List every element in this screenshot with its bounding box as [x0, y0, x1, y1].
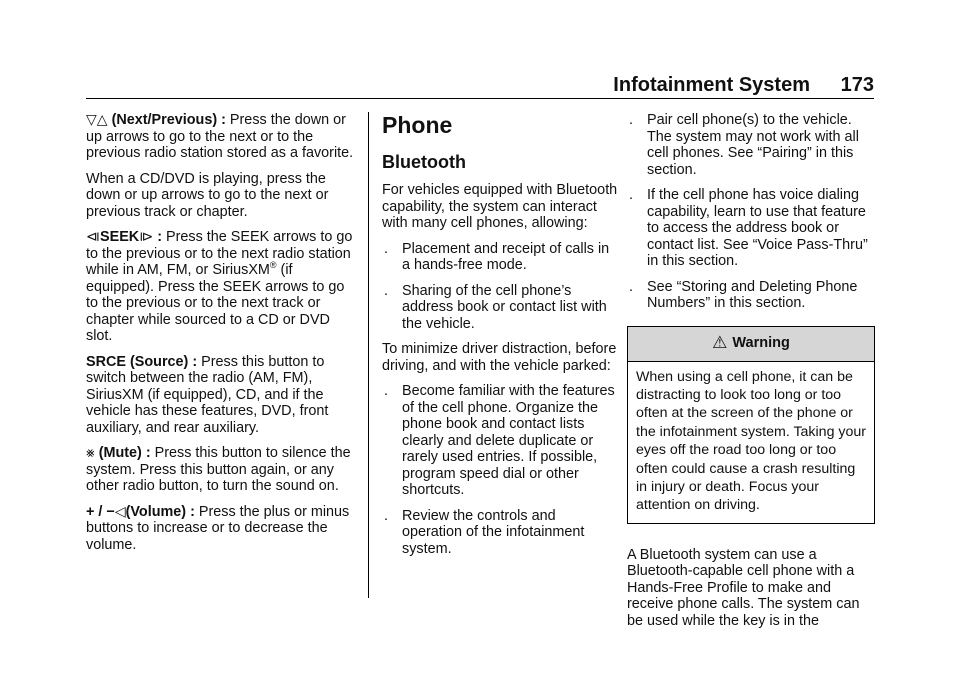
- column-middle: [382, 112, 618, 566]
- list-item: [382, 508, 618, 558]
- seek-back-icon: ⧏: [86, 229, 100, 245]
- list-item-text: Sharing of the cell phone’s address book or contact list with the vehicle.: [402, 282, 607, 332]
- seek-text-a: Press the SEEK arrows to go to the previous or to the next radio station while in AM, FM, or SiriusXM: [86, 229, 353, 278]
- seek-text-b: (if equipped). Press the SEEK arrows to go to the previous or to the next track or chapter while sourced to a CD or DVD slot.: [86, 262, 345, 344]
- bluetooth-intro: For vehicles equipped with Bluetooth capability, the system can interact with many cell phones, allowing:: [382, 182, 618, 231]
- list-item-text: Pair cell phone(s) to the vehicle. The system may not work with all cell phones. See “Pairing” in this section.: [647, 112, 859, 178]
- seek-forward-icon: ⧐: [139, 229, 154, 245]
- mute-icon: ⨳: [86, 445, 95, 461]
- warning-header: [628, 327, 874, 362]
- next-previous-label: (Next/Previous) :: [111, 112, 226, 128]
- list-item-text: Placement and receipt of calls in a hands-free mode.: [402, 240, 610, 273]
- list-item: [382, 241, 618, 274]
- bluetooth-heading: Bluetooth: [382, 152, 466, 172]
- list-item: [382, 283, 618, 333]
- bullet: .: [384, 507, 388, 524]
- next-previous-paragraph: [86, 112, 358, 162]
- list-item: [627, 279, 877, 312]
- bluetooth-system-paragraph: A Bluetooth system can use a Bluetooth-capable cell phone with a Hands-Free Profile to make and receive phone calls. The system can be used while the key is in the: [627, 546, 860, 629]
- bullet: .: [629, 187, 633, 203]
- volume-label: (Volume) :: [125, 503, 195, 520]
- list-item-text: See “Storing and Deleting Phone Numbers” in this section.: [647, 278, 858, 311]
- bullet: .: [384, 383, 388, 399]
- list-item-text: Become familiar with the features of the cell phone. Organize the phone book and contact lists clearly and delete duplicate or rarely used entries. If possible, program speed dial or other shortcuts.: [402, 383, 615, 498]
- section-title: Infotainment System: [613, 74, 810, 96]
- warning-box: [627, 326, 875, 524]
- seek-colon: :: [153, 229, 162, 245]
- column-left: [86, 112, 358, 562]
- bullet: .: [629, 112, 633, 128]
- volume-plus-minus: + / −: [86, 503, 115, 520]
- warning-text: When using a cell phone, it can be distracting to look too long or too often at the screen of the phone or the infotainment system. Taking your eyes off the road too long or too often could cause a crash resulting in injury or death. Focus your attention on driving.: [636, 368, 867, 514]
- cd-dvd-paragraph: When a CD/DVD is playing, press the down or up arrows to go to the next or previous track or chapter.: [86, 170, 329, 220]
- bullet: .: [384, 240, 388, 257]
- list-item: [627, 112, 877, 178]
- down-arrow-icon: ▽: [86, 112, 97, 128]
- warning-icon: ⚠: [712, 333, 728, 354]
- up-arrow-icon: △: [96, 112, 108, 128]
- list-item-text: If the cell phone has voice dialing capability, learn to use that feature to access the address book or contact list. See “Voice Pass-Thru” in this section.: [647, 187, 868, 269]
- page-number: 173: [840, 74, 874, 96]
- registered-mark: ®: [269, 260, 277, 271]
- mute-paragraph: [86, 445, 358, 495]
- header-rule: [86, 98, 874, 99]
- page-header: [0, 74, 960, 96]
- mute-label: (Mute) :: [98, 445, 151, 461]
- source-text: Press this button to switch between the radio (AM, FM), SiriusXM (if equipped), CD, and if the vehicle has these features, DVD, front auxiliary, and rear auxiliary.: [86, 353, 329, 436]
- column-divider: [368, 112, 369, 598]
- warning-title: Warning: [732, 335, 790, 352]
- source-paragraph: [86, 354, 358, 437]
- bullet: .: [629, 278, 633, 295]
- source-label: SRCE (Source) :: [86, 353, 198, 370]
- list-item: [627, 187, 877, 270]
- phone-heading: Phone: [382, 112, 453, 138]
- list-item: [382, 383, 618, 499]
- next-previous-text: Press the down or up arrows to go to the next or to the previous radio station stored as a favorite.: [86, 112, 354, 161]
- column-right: [627, 112, 877, 638]
- seek-paragraph: [86, 229, 358, 345]
- volume-icon: ◁: [114, 503, 126, 520]
- distraction-paragraph: To minimize driver distraction, before driving, and with the vehicle parked:: [382, 341, 617, 374]
- list-item-text: Review the controls and operation of the infotainment system.: [402, 507, 585, 557]
- volume-text: Press the plus or minus buttons to increase or to decrease the volume.: [86, 503, 350, 553]
- volume-paragraph: [86, 504, 358, 554]
- seek-label: SEEK: [100, 229, 140, 245]
- bullet: .: [384, 282, 388, 299]
- mute-text: Press this button to silence the system. Press this button again, or any other radio button, to turn the sound on.: [86, 445, 351, 494]
